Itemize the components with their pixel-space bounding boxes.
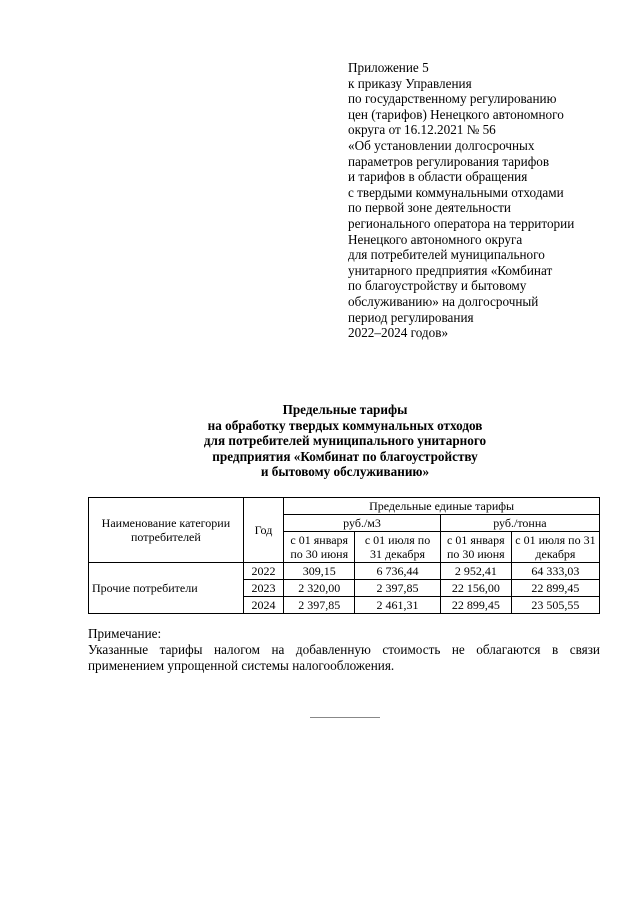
value-cell: 22 899,45 bbox=[440, 597, 511, 614]
appendix-line: цен (тарифов) Ненецкого автономного bbox=[348, 106, 564, 122]
appendix-line: регионального оператора на территории bbox=[348, 215, 575, 231]
appendix-line: параметров регулирования тарифов bbox=[348, 153, 550, 169]
header-tariffs: Предельные единые тарифы bbox=[284, 498, 600, 515]
tariffs-table bbox=[88, 497, 600, 614]
title-line: предприятия «Комбинат по благоустройству bbox=[212, 448, 478, 464]
appendix-line: Ненецкого автономного округа bbox=[348, 231, 523, 247]
value-cell: 23 505,55 bbox=[511, 597, 599, 614]
note-block bbox=[88, 626, 600, 674]
value-cell: 309,15 bbox=[284, 563, 355, 580]
appendix-line: Приложение 5 bbox=[348, 60, 429, 75]
value-cell: 2 320,00 bbox=[284, 580, 355, 597]
header-unit-m3: руб./м3 bbox=[284, 515, 441, 532]
header-category: Наименование категории потребителей bbox=[89, 498, 244, 563]
note-text-line: Указанные тарифы налогом на добавленную стоимость не облагаются в связи bbox=[88, 642, 600, 657]
appendix-line: по первой зоне деятельности bbox=[348, 200, 511, 216]
value-cell: 2 397,85 bbox=[355, 580, 441, 597]
appendix-line: округа от 16.12.2021 № 56 bbox=[348, 122, 496, 138]
appendix-line: «Об установлении долгосрочных bbox=[348, 137, 535, 153]
appendix-line: период регулирования bbox=[348, 309, 474, 325]
appendix-line: 2022–2024 годов» bbox=[348, 325, 449, 341]
value-cell: 22 899,45 bbox=[511, 580, 599, 597]
title-line: и бытовому обслуживанию» bbox=[260, 464, 430, 480]
year-cell: 2024 bbox=[243, 597, 283, 614]
title-line: Предельные тарифы bbox=[282, 402, 408, 417]
category-cell: Прочие потребители bbox=[89, 563, 244, 614]
title-line: на обработку твердых коммунальных отходов bbox=[207, 417, 483, 433]
header-unit-ton: руб./тонна bbox=[440, 515, 599, 532]
header-period-h1: с 01 января по 30 июня bbox=[284, 532, 355, 563]
table-row bbox=[89, 563, 600, 580]
note-text-line: применением упрощенной системы налогообложения. bbox=[88, 658, 395, 673]
end-divider bbox=[310, 717, 380, 718]
appendix-line: обслуживанию» на долгосрочный bbox=[348, 293, 539, 309]
value-cell: 22 156,00 bbox=[440, 580, 511, 597]
value-cell: 6 736,44 bbox=[355, 563, 441, 580]
appendix-line: к приказу Управления bbox=[348, 75, 472, 91]
value-cell: 2 461,31 bbox=[355, 597, 441, 614]
value-cell: 64 333,03 bbox=[511, 563, 599, 580]
header-period-h2: с 01 июля по 31 декабря bbox=[511, 532, 599, 563]
appendix-line: унитарного предприятия «Комбинат bbox=[348, 262, 553, 278]
title-line: для потребителей муниципального унитарного bbox=[203, 433, 487, 449]
header-period-h1: с 01 января по 30 июня bbox=[440, 532, 511, 563]
appendix-line: и тарифов в области обращения bbox=[348, 169, 528, 185]
year-cell: 2022 bbox=[243, 563, 283, 580]
value-cell: 2 397,85 bbox=[284, 597, 355, 614]
note-heading: Примечание: bbox=[88, 626, 162, 641]
document-title bbox=[90, 402, 600, 480]
year-cell: 2023 bbox=[243, 580, 283, 597]
table-header-row bbox=[89, 498, 600, 515]
header-period-h2: с 01 июля по 31 декабря bbox=[355, 532, 441, 563]
appendix-line: с твердыми коммунальными отходами bbox=[348, 184, 564, 200]
header-year: Год bbox=[243, 498, 283, 563]
appendix-line: по государственному регулированию bbox=[348, 91, 557, 107]
appendix-header bbox=[348, 60, 618, 341]
value-cell: 2 952,41 bbox=[440, 563, 511, 580]
appendix-line: для потребителей муниципального bbox=[348, 247, 545, 263]
appendix-line: по благоустройству и бытовому bbox=[348, 278, 527, 294]
